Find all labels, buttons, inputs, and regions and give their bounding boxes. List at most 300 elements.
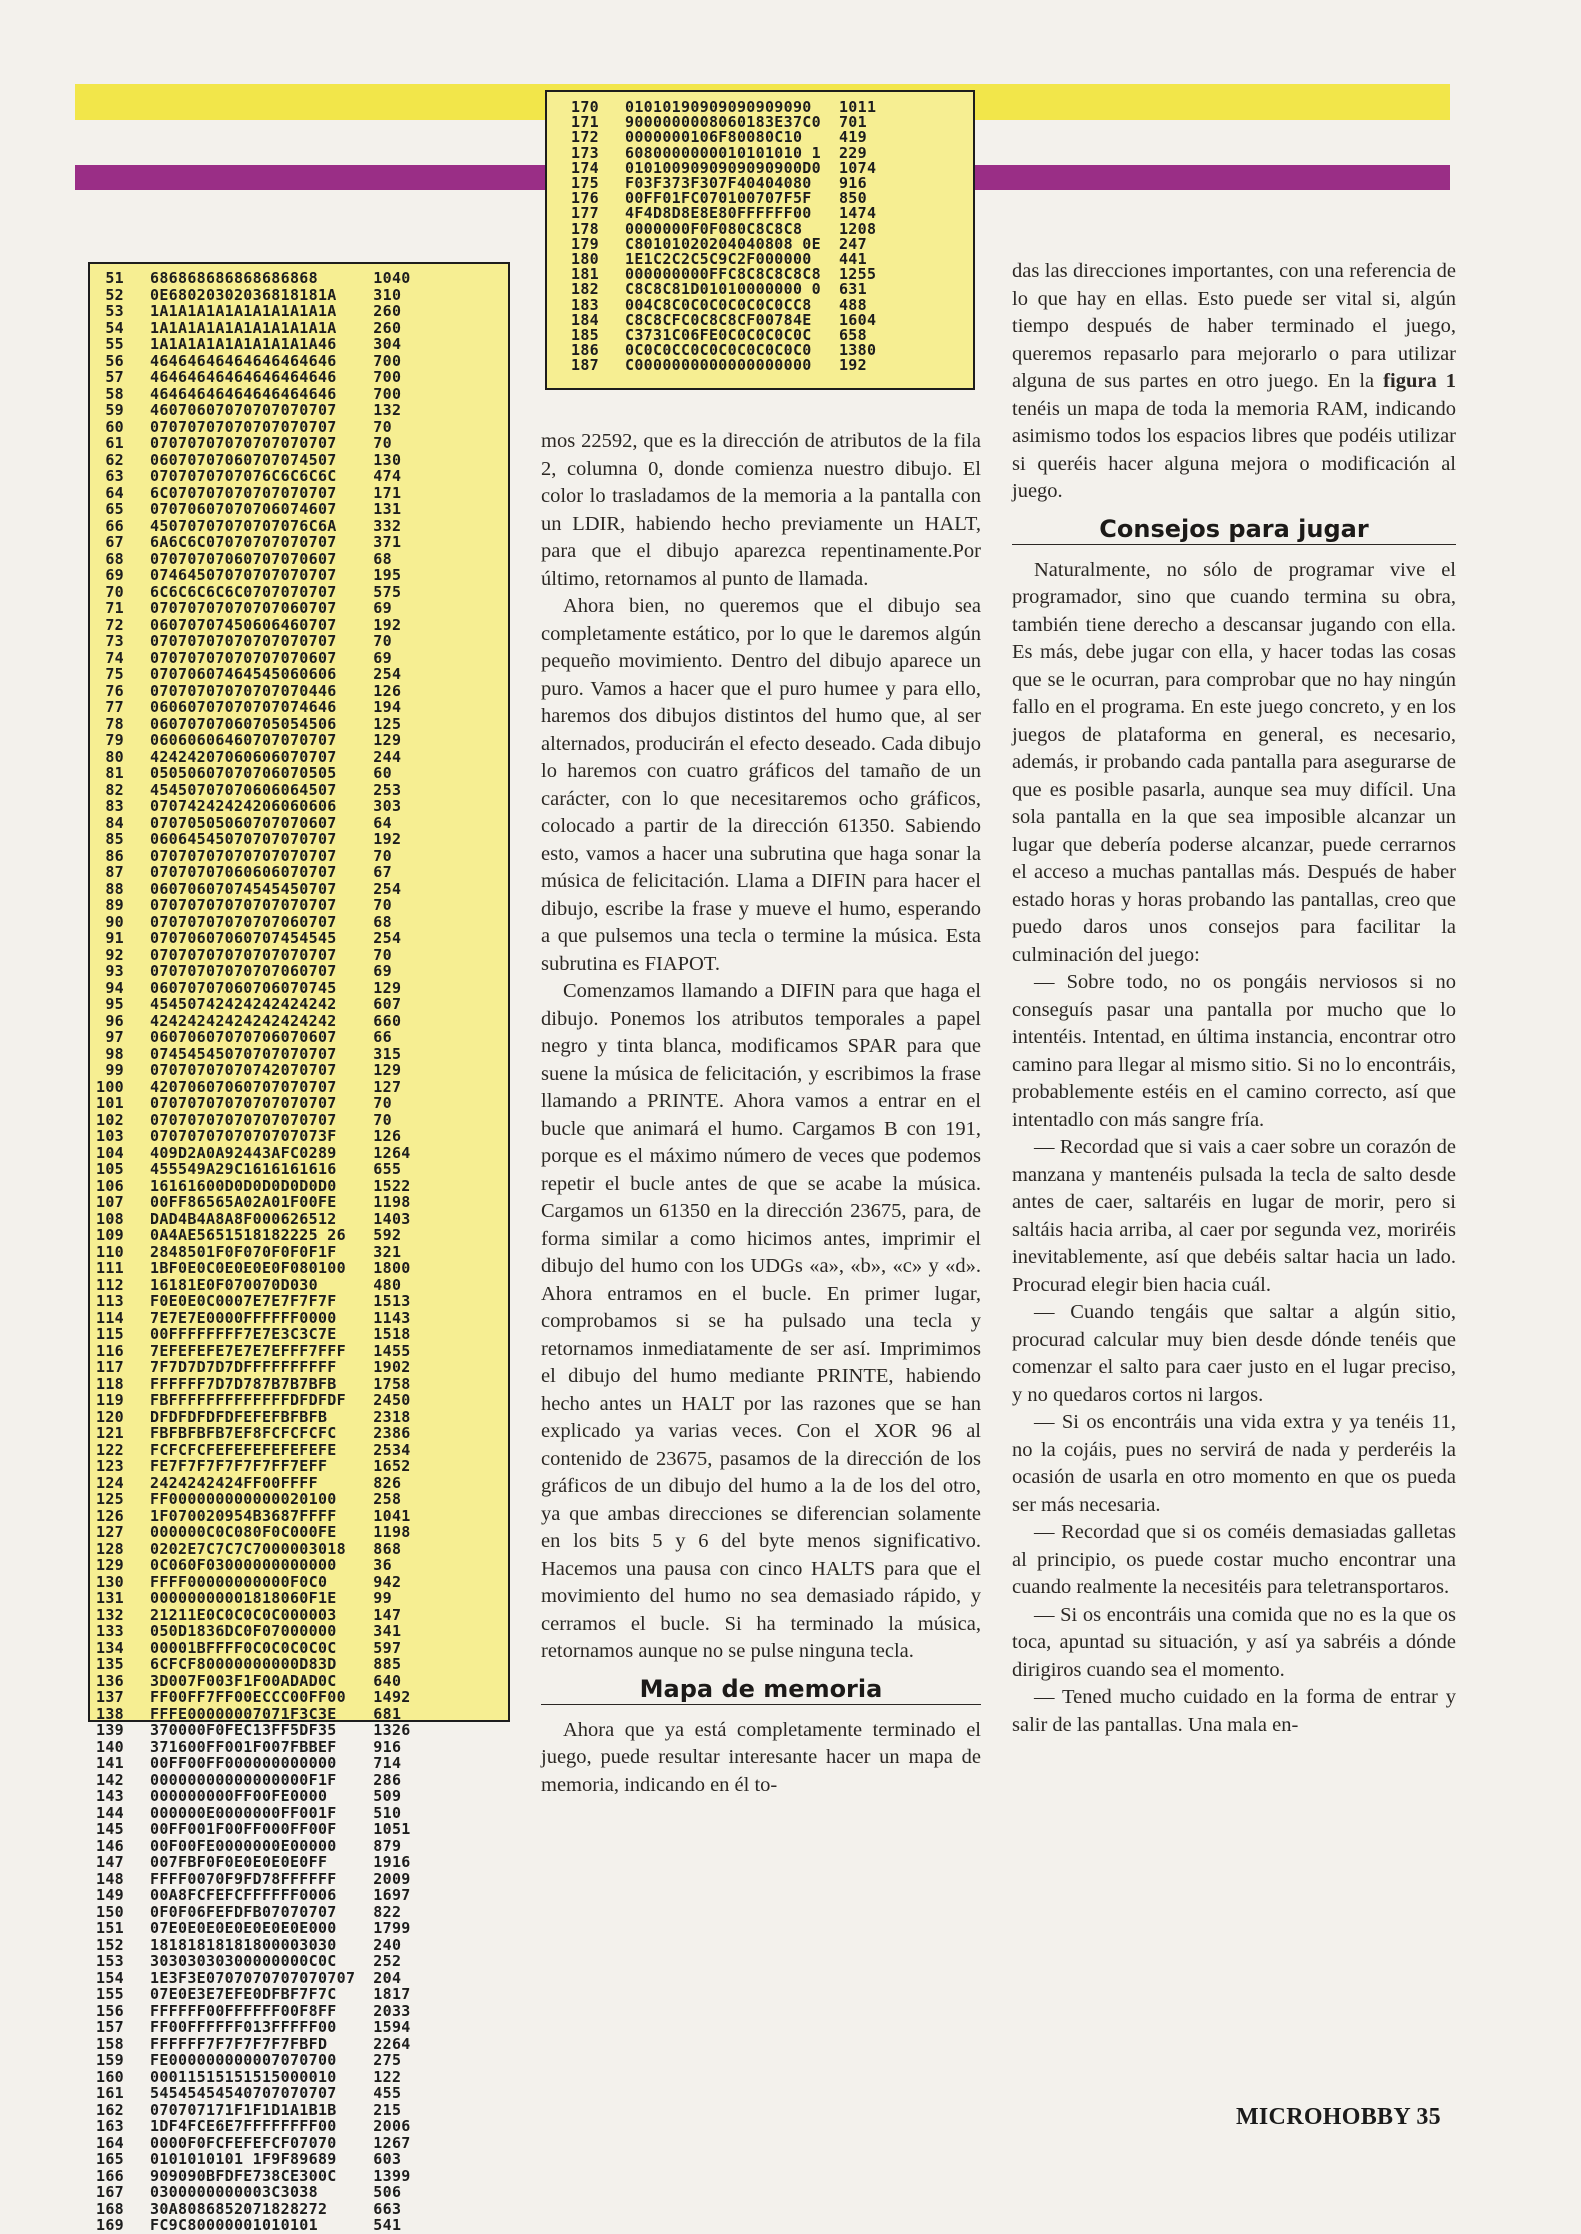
checksum: 1326: [373, 1721, 411, 1739]
line-number: 60: [105, 417, 124, 436]
line-number: 150: [96, 1902, 124, 1921]
checksum: 942: [373, 1572, 402, 1591]
line-number: 99: [105, 1061, 124, 1079]
hex-data: 06070707060706070745: [150, 978, 337, 997]
checksum: 1198: [373, 1193, 411, 1211]
hex-data: 42424207060606070707: [150, 747, 337, 766]
line-number: 114: [96, 1308, 124, 1327]
hex-data: 007FBF0F0E0E0E0E0FF: [150, 1853, 328, 1871]
hex-data: FF00FF7FF00ECCC00FF00: [150, 1688, 346, 1706]
hex-data: 07070707060606070707: [150, 863, 337, 881]
hex-data: 050D1836DC0F07000000: [150, 1622, 337, 1640]
line-number: 85: [105, 830, 124, 848]
listing-row: [96, 270, 411, 287]
checksum: 541: [373, 2216, 402, 2234]
checksum: 70: [373, 417, 392, 436]
listing-row: [96, 485, 411, 502]
line-number: 58: [105, 384, 124, 403]
listing-row: [96, 1293, 411, 1310]
checksum: 1758: [373, 1374, 411, 1393]
hex-data: 46464646464646464646: [150, 384, 337, 403]
hex-data: 45450707070606064507: [150, 780, 337, 799]
line-number: 75: [105, 665, 124, 683]
listing-row: [96, 1557, 411, 1574]
listing-row: [96, 1640, 411, 1657]
line-number: 102: [96, 1110, 124, 1129]
checksum: 700: [373, 351, 402, 370]
hex-data: 07070707070707070607: [150, 648, 337, 667]
listing-row: [96, 1706, 411, 1723]
line-number: 173: [571, 143, 599, 162]
listing-row: [96, 947, 411, 964]
line-number: 107: [96, 1193, 124, 1211]
checksum: 681: [373, 1704, 402, 1723]
line-number: 69: [105, 566, 124, 584]
listing-row: [96, 584, 411, 601]
hex-data: 00F00FE0000000E00000: [150, 1836, 337, 1855]
checksum: 1518: [373, 1325, 411, 1343]
checksum: 132: [373, 401, 402, 419]
hex-data: 3D007F003F1F00ADAD0C: [150, 1671, 337, 1690]
hex-data: 00FFFFFFFF7E7E3C3C7E: [150, 1325, 337, 1343]
listing-row: [96, 633, 411, 650]
line-number: 77: [105, 698, 124, 716]
checksum: 195: [373, 566, 402, 584]
line-number: 78: [105, 714, 124, 733]
checksum: 60: [373, 764, 392, 782]
hex-data: 16161600D0D0D0D0D0D0: [150, 1176, 337, 1195]
checksum: 253: [373, 780, 402, 799]
listing-row: [96, 1013, 411, 1030]
hex-data: 00000000000000000F1F: [150, 1770, 337, 1789]
line-number: 63: [105, 467, 124, 485]
line-number: 52: [105, 285, 124, 304]
checksum: 826: [373, 1473, 402, 1492]
line-number: 79: [105, 731, 124, 749]
checksum: 130: [373, 450, 402, 469]
checksum: 663: [373, 2199, 402, 2218]
listing-row: [96, 1128, 411, 1145]
checksum: 592: [373, 1226, 402, 1244]
hex-data: 07070707070707060707: [150, 599, 337, 617]
hex-data: FFFE00000007071F3C3E: [150, 1704, 337, 1723]
line-number: 169: [96, 2216, 124, 2234]
hex-data: 0202E7C7C7C7000003018: [150, 1539, 346, 1558]
line-number: 153: [96, 1952, 124, 1970]
listing-row: [96, 1970, 411, 1987]
hex-data: 30A8086852071828272: [150, 2199, 328, 2218]
hex-data: 07070607464545060606: [150, 665, 337, 683]
hex-data: 000000000FFC8C8C8C8C8: [625, 265, 821, 284]
line-number: 136: [96, 1671, 124, 1690]
line-number: 70: [105, 582, 124, 601]
hex-data: 21211E0C0C0C0C000003: [150, 1605, 337, 1624]
listing-row: [96, 1607, 411, 1624]
checksum: 660: [373, 1011, 402, 1030]
line-number: 92: [105, 945, 124, 964]
listing-row: [96, 617, 411, 634]
checksum: 1399: [373, 2166, 411, 2185]
listing-row: [96, 2168, 411, 2185]
hex-data: 6080000000010101010 1: [625, 143, 821, 162]
hex-data: 06070707060705054506: [150, 714, 337, 733]
listing-row: [96, 287, 411, 304]
listing-row: [96, 897, 411, 914]
line-number: 105: [96, 1160, 124, 1178]
hex-data: 1E1C2C2C5C9C2F000000: [625, 250, 812, 269]
checksum: 1652: [373, 1457, 411, 1475]
line-number: 86: [105, 846, 124, 865]
listing-row: [96, 501, 411, 518]
checksum: 714: [373, 1754, 402, 1772]
listing-row: [96, 419, 411, 436]
listing-row: [96, 534, 411, 551]
paragraph: mos 22592, que es la dirección de atributos de la fila 2, columna 0, donde comienza nuestro dibujo. El color lo trasladamos de la memoria a la pantalla con un LDIR, habiendo hecho previamente un HALT, para que el dibujo aparezca repentinamente.Por último, retornamos al punto de llamada.: [541, 430, 981, 590]
hex-data: 2424242424FF00FFFF: [150, 1473, 318, 1492]
hex-data: 0707070707076C6C6C6C: [150, 467, 337, 485]
line-number: 133: [96, 1622, 124, 1640]
hex-data: 00FF86565A02A01F00FE: [150, 1193, 337, 1211]
line-number: 55: [105, 335, 124, 353]
checksum: 332: [373, 516, 402, 535]
line-number: 124: [96, 1473, 124, 1492]
listing-row: [96, 1805, 411, 1822]
checksum: 260: [373, 318, 402, 337]
figure-reference: figura 1: [1383, 370, 1456, 392]
listing-row: [96, 848, 411, 865]
hex-data: FE7F7F7F7F7F7FF7EFF: [150, 1457, 328, 1475]
hex-data: DFDFDFDFDFEFEFBFBFB: [150, 1407, 328, 1426]
hex-data: FFFF0070F9FD78FFFFFF: [150, 1869, 337, 1888]
checksum: 1522: [373, 1176, 411, 1195]
checksum: 70: [373, 434, 392, 452]
line-number: 187: [571, 356, 599, 375]
line-number: 175: [571, 174, 599, 193]
listing-row: [96, 2036, 411, 2053]
listing-row: [96, 864, 411, 881]
checksum: 315: [373, 1044, 402, 1063]
listing-row: [96, 1046, 411, 1063]
listing-row: [96, 2102, 411, 2119]
listing-row: [96, 1409, 411, 1426]
checksum: 1492: [373, 1688, 411, 1706]
hex-data: 0101010101 1F9F89689: [150, 2150, 337, 2168]
listing-row: [96, 518, 411, 535]
hex-data: 07070707070707070707: [150, 945, 337, 964]
hex-data: 6A6C6C07070707070707: [150, 533, 337, 551]
hex-data: 0101009090909090900D0: [625, 158, 821, 177]
line-number: 88: [105, 879, 124, 898]
listing-row: [96, 1722, 411, 1739]
listing-row: [96, 881, 411, 898]
listing-row: [96, 732, 411, 749]
hex-data: FFFFFF7D7D787B7B7BFB: [150, 1374, 337, 1393]
line-number: 54: [105, 318, 124, 337]
line-number: 172: [571, 128, 599, 147]
hex-data: 06060707070707074646: [150, 698, 337, 716]
line-number: 96: [105, 1011, 124, 1030]
checksum: 240: [373, 1935, 402, 1954]
listing-row: [96, 386, 411, 403]
listing-row: [96, 600, 411, 617]
hex-data: 07070707070707070707: [150, 1110, 337, 1129]
checksum: 509: [373, 1787, 402, 1805]
checksum: 1208: [838, 219, 877, 238]
hex-data: 00FF00FF000000000000: [150, 1754, 337, 1772]
hex-data: 0000000106F80080C10: [625, 128, 803, 147]
listing-row: [96, 2052, 411, 2069]
listing-row: [96, 1343, 411, 1360]
listing-row: [96, 1458, 411, 1475]
checksum: 371: [373, 533, 402, 551]
checksum: 204: [373, 1968, 402, 1987]
hex-data: 07070707070707060707: [150, 912, 337, 931]
hex-data: 686868686868686868: [150, 269, 318, 287]
listing-row: [96, 1739, 411, 1756]
checksum: 868: [373, 1539, 402, 1558]
line-number: 127: [96, 1523, 124, 1541]
line-number: 128: [96, 1539, 124, 1558]
listing-row: [96, 551, 411, 568]
listing-row: [96, 1574, 411, 1591]
line-number: 56: [105, 351, 124, 370]
line-number: 81: [105, 764, 124, 782]
line-number: 65: [105, 500, 124, 518]
hex-data: FFFFFF7F7F7F7F7FBFD: [150, 2034, 328, 2053]
listing-row: [96, 2201, 411, 2218]
line-number: 159: [96, 2051, 124, 2069]
hex-data: 07070707070707070707: [150, 1094, 337, 1112]
checksum: 70: [373, 846, 392, 865]
line-number: 162: [96, 2100, 124, 2119]
hex-data: 42424242424242424242: [150, 1011, 337, 1030]
line-number: 135: [96, 1655, 124, 1673]
hex-data: 7F7D7D7D7DFFFFFFFFFF: [150, 1358, 337, 1376]
line-number: 183: [571, 295, 599, 314]
listing-row: [96, 1112, 411, 1129]
listing-row: [96, 1062, 411, 1079]
checksum: 304: [373, 335, 402, 353]
line-number: 145: [96, 1820, 124, 1838]
checksum: 1051: [373, 1820, 411, 1838]
checksum: 99: [373, 1589, 392, 1607]
paragraph-text: tenéis un mapa de toda la memoria RAM, indicando asimismo todos los espacios libres que podéis utilizar si queréis hacer alguna mejora o modificación al juego.: [1012, 397, 1456, 502]
hex-data: 0E68020302036818181A: [150, 285, 337, 304]
line-number: 110: [96, 1242, 124, 1261]
checksum: 70: [373, 1110, 392, 1129]
checksum: 850: [838, 189, 867, 208]
line-number: 119: [96, 1391, 124, 1409]
hex-data: 6C6C6C6C6C0707070707: [150, 582, 337, 601]
checksum: 1916: [373, 1853, 411, 1871]
checksum: 36: [373, 1556, 392, 1574]
listing-row: [96, 320, 411, 337]
line-number: 151: [96, 1919, 124, 1937]
checksum: 441: [838, 250, 867, 269]
checksum: 215: [373, 2100, 402, 2119]
hex-data: 0F0F06FEFDFB07070707: [150, 1902, 337, 1921]
line-number: 180: [571, 250, 599, 269]
line-number: 103: [96, 1127, 124, 1145]
hex-data: 06070707060707074507: [150, 450, 337, 469]
listing-row: [96, 1788, 411, 1805]
line-number: 168: [96, 2199, 124, 2218]
listing-row: [96, 435, 411, 452]
checksum: 575: [373, 582, 402, 601]
listing-row: [96, 765, 411, 782]
checksum: 1799: [373, 1919, 411, 1937]
line-number: 66: [105, 516, 124, 535]
line-number: 181: [571, 265, 599, 284]
checksum: 488: [838, 295, 867, 314]
listing-row: [96, 1904, 411, 1921]
hex-data: 000000E0000000FF001F: [150, 1803, 337, 1822]
listing-row: [96, 996, 411, 1013]
line-number: 59: [105, 401, 124, 419]
line-number: 121: [96, 1424, 124, 1442]
checksum: 1604: [838, 310, 877, 329]
listing-row: [96, 369, 411, 386]
checksum: 69: [373, 962, 392, 980]
hex-data: 0A4AE5651518182225 26: [150, 1226, 346, 1244]
hex-data: 0000F0FCFEFEFCF07070: [150, 2133, 337, 2152]
hex-data: 07070707070707070707: [150, 417, 337, 436]
line-number: 89: [105, 896, 124, 914]
line-number: 166: [96, 2166, 124, 2185]
checksum: 916: [838, 174, 867, 193]
listing-row: [96, 1524, 411, 1541]
paragraph: — Si os encontráis una comida que no es la que os toca, apuntad su situación, y así ya sabréis a dónde dirigiros cuando sea el momento.: [1012, 1603, 1456, 1681]
listing-row: [96, 1211, 411, 1228]
hex-data: FCFCFCFEFEFEFEFEFEFE: [150, 1440, 337, 1459]
checksum: 1267: [373, 2133, 411, 2152]
hex-data: 46464646464646464646: [150, 351, 337, 370]
line-number: 178: [571, 219, 599, 238]
hex-data: FC9C80000001010101: [150, 2216, 318, 2234]
listing-row: [96, 1425, 411, 1442]
checksum: 640: [373, 1671, 402, 1690]
listing-row: [96, 1310, 411, 1327]
hex-data: 1BF0E0C0E0E0E0F080100: [150, 1259, 346, 1277]
checksum: 70: [373, 632, 392, 650]
listing-row: [96, 798, 411, 815]
hex-data: F0E0E0C0007E7E7F7F7F: [150, 1292, 337, 1310]
line-number: 71: [105, 599, 124, 617]
listing-row: [96, 1161, 411, 1178]
listing-row: [96, 2135, 411, 2152]
checksum: 127: [373, 1077, 402, 1096]
listing-row: [96, 782, 411, 799]
hex-data: C0000000000000000000: [625, 356, 812, 375]
checksum: 66: [373, 1028, 392, 1046]
listing-row: [96, 815, 411, 832]
paragraph: — Tened mucho cuidado en la forma de entrar y salir de las pantallas. Una mala en-: [1012, 1686, 1456, 1736]
hex-data: FBFFFFFFFFFFFFFDFDFDF: [150, 1391, 346, 1409]
line-number: 129: [96, 1556, 124, 1574]
line-number: 131: [96, 1589, 124, 1607]
checksum: 192: [373, 615, 402, 634]
checksum: 1198: [373, 1523, 411, 1541]
listing-row: [96, 1227, 411, 1244]
hex-data: 371600FF001F007FBBEF: [150, 1737, 337, 1756]
line-number: 163: [96, 2117, 124, 2135]
line-number: 147: [96, 1853, 124, 1871]
hex-data: 00FF01FC070100707F5F: [625, 189, 812, 208]
page-footer: MICROHOBBY 35: [1235, 2104, 1441, 2130]
listing-row: [96, 1095, 411, 1112]
line-number: 87: [105, 863, 124, 881]
checksum: 129: [373, 1061, 402, 1079]
line-number: 101: [96, 1094, 124, 1112]
listing-row: [96, 1359, 411, 1376]
line-number: 171: [571, 113, 599, 132]
hex-data: 07070505060707070607: [150, 813, 337, 832]
listing-row: [96, 1755, 411, 1772]
checksum: 260: [373, 302, 402, 320]
hex-data: 45070707070707076C6A: [150, 516, 337, 535]
checksum: 129: [373, 731, 402, 749]
hex-data: 18181818181800003030: [150, 1935, 337, 1954]
line-number: 84: [105, 813, 124, 832]
checksum: 247: [838, 234, 867, 253]
line-number: 106: [96, 1176, 124, 1195]
listing-row: [96, 1821, 411, 1838]
line-number: 80: [105, 747, 124, 766]
line-number: 73: [105, 632, 124, 650]
line-number: 94: [105, 978, 124, 997]
listing-row: [96, 1260, 411, 1277]
hex-listing-right-body: [571, 100, 876, 374]
listing-row: [96, 1541, 411, 1558]
hex-data: 46464646464646464646: [150, 368, 337, 386]
line-number: 125: [96, 1490, 124, 1508]
line-number: 62: [105, 450, 124, 469]
paragraph: — Si os encontráis una vida extra y ya tenéis 11, no la cojáis, pues no servirá de nada y perderéis la ocasión de usarla en otro momento en que os pueda ser más necesaria.: [1012, 1411, 1456, 1516]
line-number: 142: [96, 1770, 124, 1789]
hex-data: 0300000000003C3038: [150, 2183, 318, 2201]
line-number: 160: [96, 2067, 124, 2086]
listing-row: [96, 914, 411, 931]
paragraph-text: das las direcciones importantes, con una referencia de lo que hay en ellas. Esto puede ser vital si, algún tiempo después de haber terminado el juego, queremos repasarlo para mejorarlo o para utilizar alguna de sus partes en otro juego. En la: [1012, 260, 1456, 392]
line-number: 179: [571, 234, 599, 253]
listing-row: [96, 567, 411, 584]
hex-data: 2848501F0F070F0F0F1F: [150, 1242, 337, 1261]
hex-data: 07070707070707060707: [150, 962, 337, 980]
hex-data: FE000000000007070700: [150, 2051, 337, 2069]
section-heading-mapa-de-memoria: Mapa de memoria: [541, 1674, 981, 1705]
hex-data: 1A1A1A1A1A1A1A1A1A1A: [150, 318, 337, 337]
hex-data: 07070707070707070707: [150, 434, 337, 452]
hex-data: 4F4D8D8E8E80FFFFFF00: [625, 204, 812, 223]
line-number: 157: [96, 2018, 124, 2036]
listing-row: [96, 1079, 411, 1096]
line-number: 91: [105, 929, 124, 947]
hex-data: 00001BFFFF0C0C0C0C0C: [150, 1638, 337, 1657]
line-number: 74: [105, 648, 124, 667]
checksum: 701: [838, 113, 867, 132]
listing-row: [96, 1508, 411, 1525]
line-number: 144: [96, 1803, 124, 1822]
checksum: 1040: [373, 269, 411, 287]
paragraph: — Sobre todo, no os pongáis nerviosos si no conseguís pasar una pantalla por mucho que lo intentéis. Intentad, en última instancia, encontrar otro camino para llegar al mismo sitio. Si no lo encontráis, probablemente estéis en el camino correcto, así que intentadlo con más sangre fría.: [1012, 971, 1456, 1131]
line-number: 134: [96, 1638, 124, 1657]
hex-data: FF000000000000020100: [150, 1490, 337, 1508]
listing-row: [96, 336, 411, 353]
checksum: 1902: [373, 1358, 411, 1376]
listing-row: [96, 452, 411, 469]
listing-row: [96, 1673, 411, 1690]
checksum: 192: [838, 356, 867, 375]
